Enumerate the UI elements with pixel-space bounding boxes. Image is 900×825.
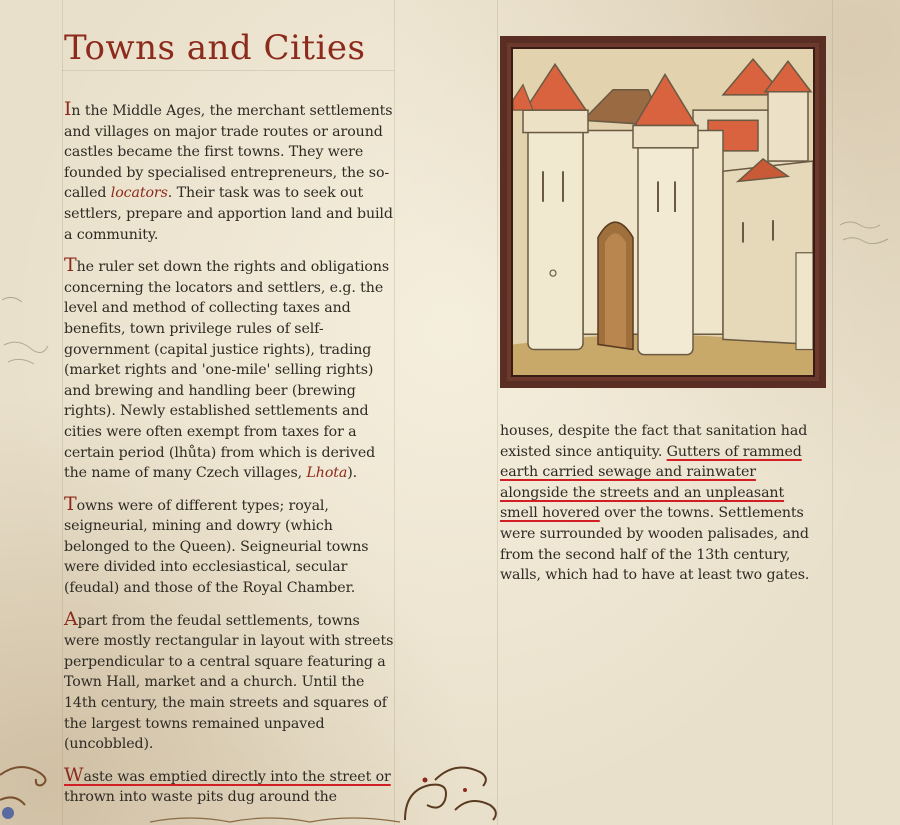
flourish-icon	[395, 760, 505, 825]
castle-icon	[513, 49, 813, 375]
paragraph-6: houses, despite the fact that sanitation had existed since antiquity. Gutters of rammed earth carried sewage and rainwater alongside the streets and an unpleasant smell hovered over the towns. Settlements were surrounded by wooden palisades, and from the second half of the 13th century, walls, which had to have at least two gates.	[500, 423, 810, 584]
term-locators: locators	[110, 185, 168, 202]
right-column	[500, 421, 818, 596]
drop-cap: T	[64, 254, 77, 277]
underlined-passage: Gutters of rammed earth carried sewage and rainwater alongside the streets and an unpleasant smell hovered	[500, 443, 802, 522]
drop-cap: W	[64, 763, 84, 786]
underlined-passage: Waste was emptied directly into the street or	[64, 763, 391, 786]
paragraph-4: Apart from the feudal settlements, towns were mostly rectangular in layout with streets perpendicular to a central square featuring a Town Hall, market and a church. Until the 14th century, the main streets and squares of the largest towns remained unpaved (uncobbled).	[64, 607, 394, 753]
castle-illustration	[500, 36, 826, 388]
paragraph-5: Waste was emptied directly into the street or thrown into waste pits dug around the	[64, 763, 391, 806]
margin-guide	[62, 70, 394, 71]
left-column	[64, 99, 396, 818]
paragraph-2: The ruler set down the rights and obligations concerning the locators and settlers, e.g. the level and method of collecting taxes and benefits, town privilege rules of self-government (capital justice rights), trading (market rights and 'one-mile' selling rights) and brewing and handling beer (brewing rights). Newly established settlements and cities were often exempt from taxes for a certain period (lhůta) from which is derived the name of many Czech villages, Lhota).	[64, 254, 390, 482]
page-title: Towns and Cities	[64, 28, 366, 68]
flourish-icon	[0, 755, 60, 825]
paragraph-1: In the Middle Ages, the merchant settlements and villages on major trade routes or around castles became the first towns. They were founded by specialised entrepreneurs, the so-called locators. Their task was to seek out settlers, prepare and apportion land and build a community.	[64, 98, 393, 243]
margin-guide	[497, 0, 498, 825]
marginalia-scribble	[0, 290, 50, 380]
drop-cap: I	[64, 98, 72, 120]
drop-cap: T	[64, 492, 77, 515]
marginalia-scribble	[838, 215, 898, 255]
paragraph-3: Towns were of different types; royal, seigneurial, mining and dowry (which belonged to the Queen). Seigneurial towns were divided into ecclesiastical, secular (feudal) and those of the Royal Chamber.	[64, 492, 369, 597]
border-ornament	[150, 812, 400, 825]
drop-cap: A	[64, 607, 78, 630]
term-lhota: Lhota	[306, 465, 348, 482]
margin-guide	[832, 0, 833, 825]
margin-guide	[62, 0, 63, 825]
